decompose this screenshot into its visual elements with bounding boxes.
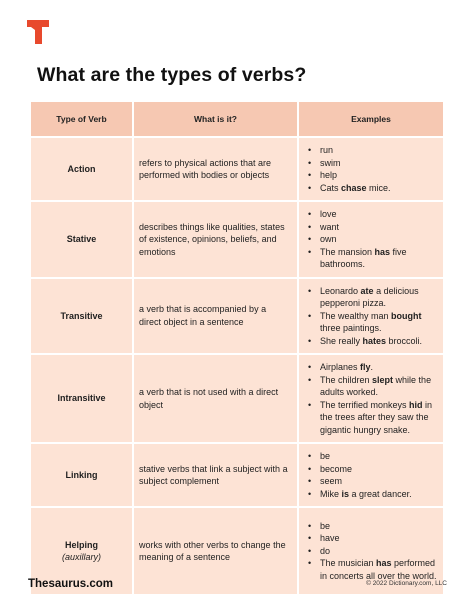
example-item — [305, 233, 437, 246]
example-text: Cats — [320, 182, 342, 193]
example-text: run — [320, 145, 334, 155]
verb-type-cell — [31, 355, 132, 442]
examples-cell — [299, 202, 443, 277]
example-item — [305, 532, 437, 545]
example-text: five bathrooms. — [320, 246, 407, 269]
example-text: The children — [320, 374, 373, 385]
example-text: own — [320, 234, 337, 244]
footer-brand: Thesaurus.com — [28, 578, 113, 590]
example-item — [305, 285, 437, 310]
table-row — [31, 202, 443, 277]
example-verb-highlight: chase — [341, 182, 367, 193]
example-item — [305, 335, 437, 348]
example-text: Airplanes — [320, 362, 361, 372]
example-text: while the adults worked. — [320, 374, 432, 397]
example-item — [305, 221, 437, 234]
example-text: The mansion — [320, 246, 375, 257]
example-verb-highlight: has — [374, 246, 391, 257]
examples-list — [305, 450, 437, 500]
column-header-what: What is it? — [134, 102, 297, 136]
example-item — [305, 520, 437, 533]
example-text: help — [320, 170, 338, 180]
page-title: What are the types of verbs? — [37, 64, 307, 86]
examples-list — [305, 285, 437, 348]
example-text: performed in concerts all over the world. — [320, 558, 437, 581]
verb-type-label: Transitive — [60, 310, 103, 321]
example-text: in the trees after they saw the gigantic hungry snake. — [320, 399, 433, 435]
example-text: seem — [320, 476, 343, 486]
example-text: mice. — [366, 182, 391, 193]
verb-type-cell — [31, 202, 132, 277]
example-verb-highlight: hid — [409, 399, 423, 410]
example-verb-highlight: hates — [362, 335, 387, 346]
example-item — [305, 399, 437, 437]
verb-type-sublabel: (auxillary) — [61, 552, 101, 562]
example-item — [305, 169, 437, 182]
example-text: Mike — [320, 488, 342, 499]
example-item — [305, 144, 437, 157]
example-item — [305, 545, 437, 558]
table-header-row — [31, 102, 443, 136]
example-text: She really — [320, 335, 363, 346]
examples-list — [305, 361, 437, 436]
verb-description-cell: stative verbs that link a subject with a subject complement — [134, 444, 297, 506]
column-header-examples: Examples — [299, 102, 443, 136]
example-text: be — [320, 520, 331, 531]
examples-cell — [299, 138, 443, 200]
verb-type-cell — [31, 279, 132, 354]
verb-description-cell: works with other verbs to change the meaning of a sentence — [134, 508, 297, 594]
table-row — [31, 444, 443, 506]
example-verb-highlight: is — [341, 488, 350, 499]
example-text: want — [320, 221, 340, 232]
example-text: Leonardo — [320, 285, 361, 296]
example-item — [305, 208, 437, 221]
table-row — [31, 279, 443, 354]
examples-list — [305, 144, 437, 194]
example-text: swim — [320, 157, 341, 168]
example-text: broccoli. — [386, 335, 423, 346]
verb-description-cell: describes things like qualities, states of existence, opinions, beliefs, and emotions — [134, 202, 297, 277]
example-text: become — [320, 463, 353, 474]
example-verb-highlight: bought — [391, 310, 422, 321]
verb-type-label: Action — [67, 163, 96, 174]
examples-cell — [299, 355, 443, 442]
verb-type-cell — [31, 444, 132, 506]
examples-list — [305, 520, 437, 583]
examples-cell — [299, 444, 443, 506]
example-text: have — [320, 533, 340, 544]
footer-copyright: © 2022 Dictionary.com, LLC — [366, 580, 447, 587]
column-header-type: Type of Verb — [31, 102, 132, 136]
example-text: The terrified monkeys — [320, 399, 410, 410]
example-item — [305, 157, 437, 170]
example-text: do — [320, 545, 331, 556]
example-text: love — [320, 209, 337, 219]
example-item — [305, 475, 437, 488]
example-text: three paintings. — [320, 323, 382, 333]
example-item — [305, 361, 437, 374]
verb-type-label: Intransitive — [57, 393, 106, 404]
example-verb-highlight: ate — [360, 285, 374, 296]
example-item — [305, 374, 437, 399]
example-item — [305, 246, 437, 271]
verb-description-cell: a verb that is not used with a direct object — [134, 355, 297, 442]
verb-type-label: Linking — [65, 469, 98, 480]
table-row — [31, 355, 443, 442]
verb-types-table — [29, 100, 445, 596]
example-text: The musician — [320, 558, 377, 569]
example-item — [305, 310, 437, 335]
examples-list — [305, 208, 437, 271]
verb-description-cell: refers to physical actions that are performed with bodies or objects — [134, 138, 297, 200]
example-verb-highlight: has — [376, 558, 392, 569]
example-text: be — [320, 451, 331, 461]
example-verb-highlight: fly — [360, 362, 371, 372]
example-text: . — [370, 362, 374, 372]
example-item — [305, 182, 437, 195]
example-verb-highlight: slept — [372, 374, 394, 385]
verb-type-cell — [31, 138, 132, 200]
table-row — [31, 138, 443, 200]
verb-type-label: Helping — [65, 539, 98, 550]
example-text: The wealthy man — [320, 310, 392, 321]
example-text: a great dancer. — [349, 488, 412, 499]
examples-cell — [299, 279, 443, 354]
verb-type-label: Stative — [66, 234, 97, 244]
example-item — [305, 488, 437, 501]
example-item — [305, 450, 437, 463]
example-item — [305, 463, 437, 476]
example-item — [305, 557, 437, 582]
verb-description-cell: a verb that is accompanied by a direct object in a sentence — [134, 279, 297, 354]
example-text: a delicious pepperoni pizza. — [320, 285, 419, 308]
thesaurus-t-logo-icon — [27, 20, 49, 44]
